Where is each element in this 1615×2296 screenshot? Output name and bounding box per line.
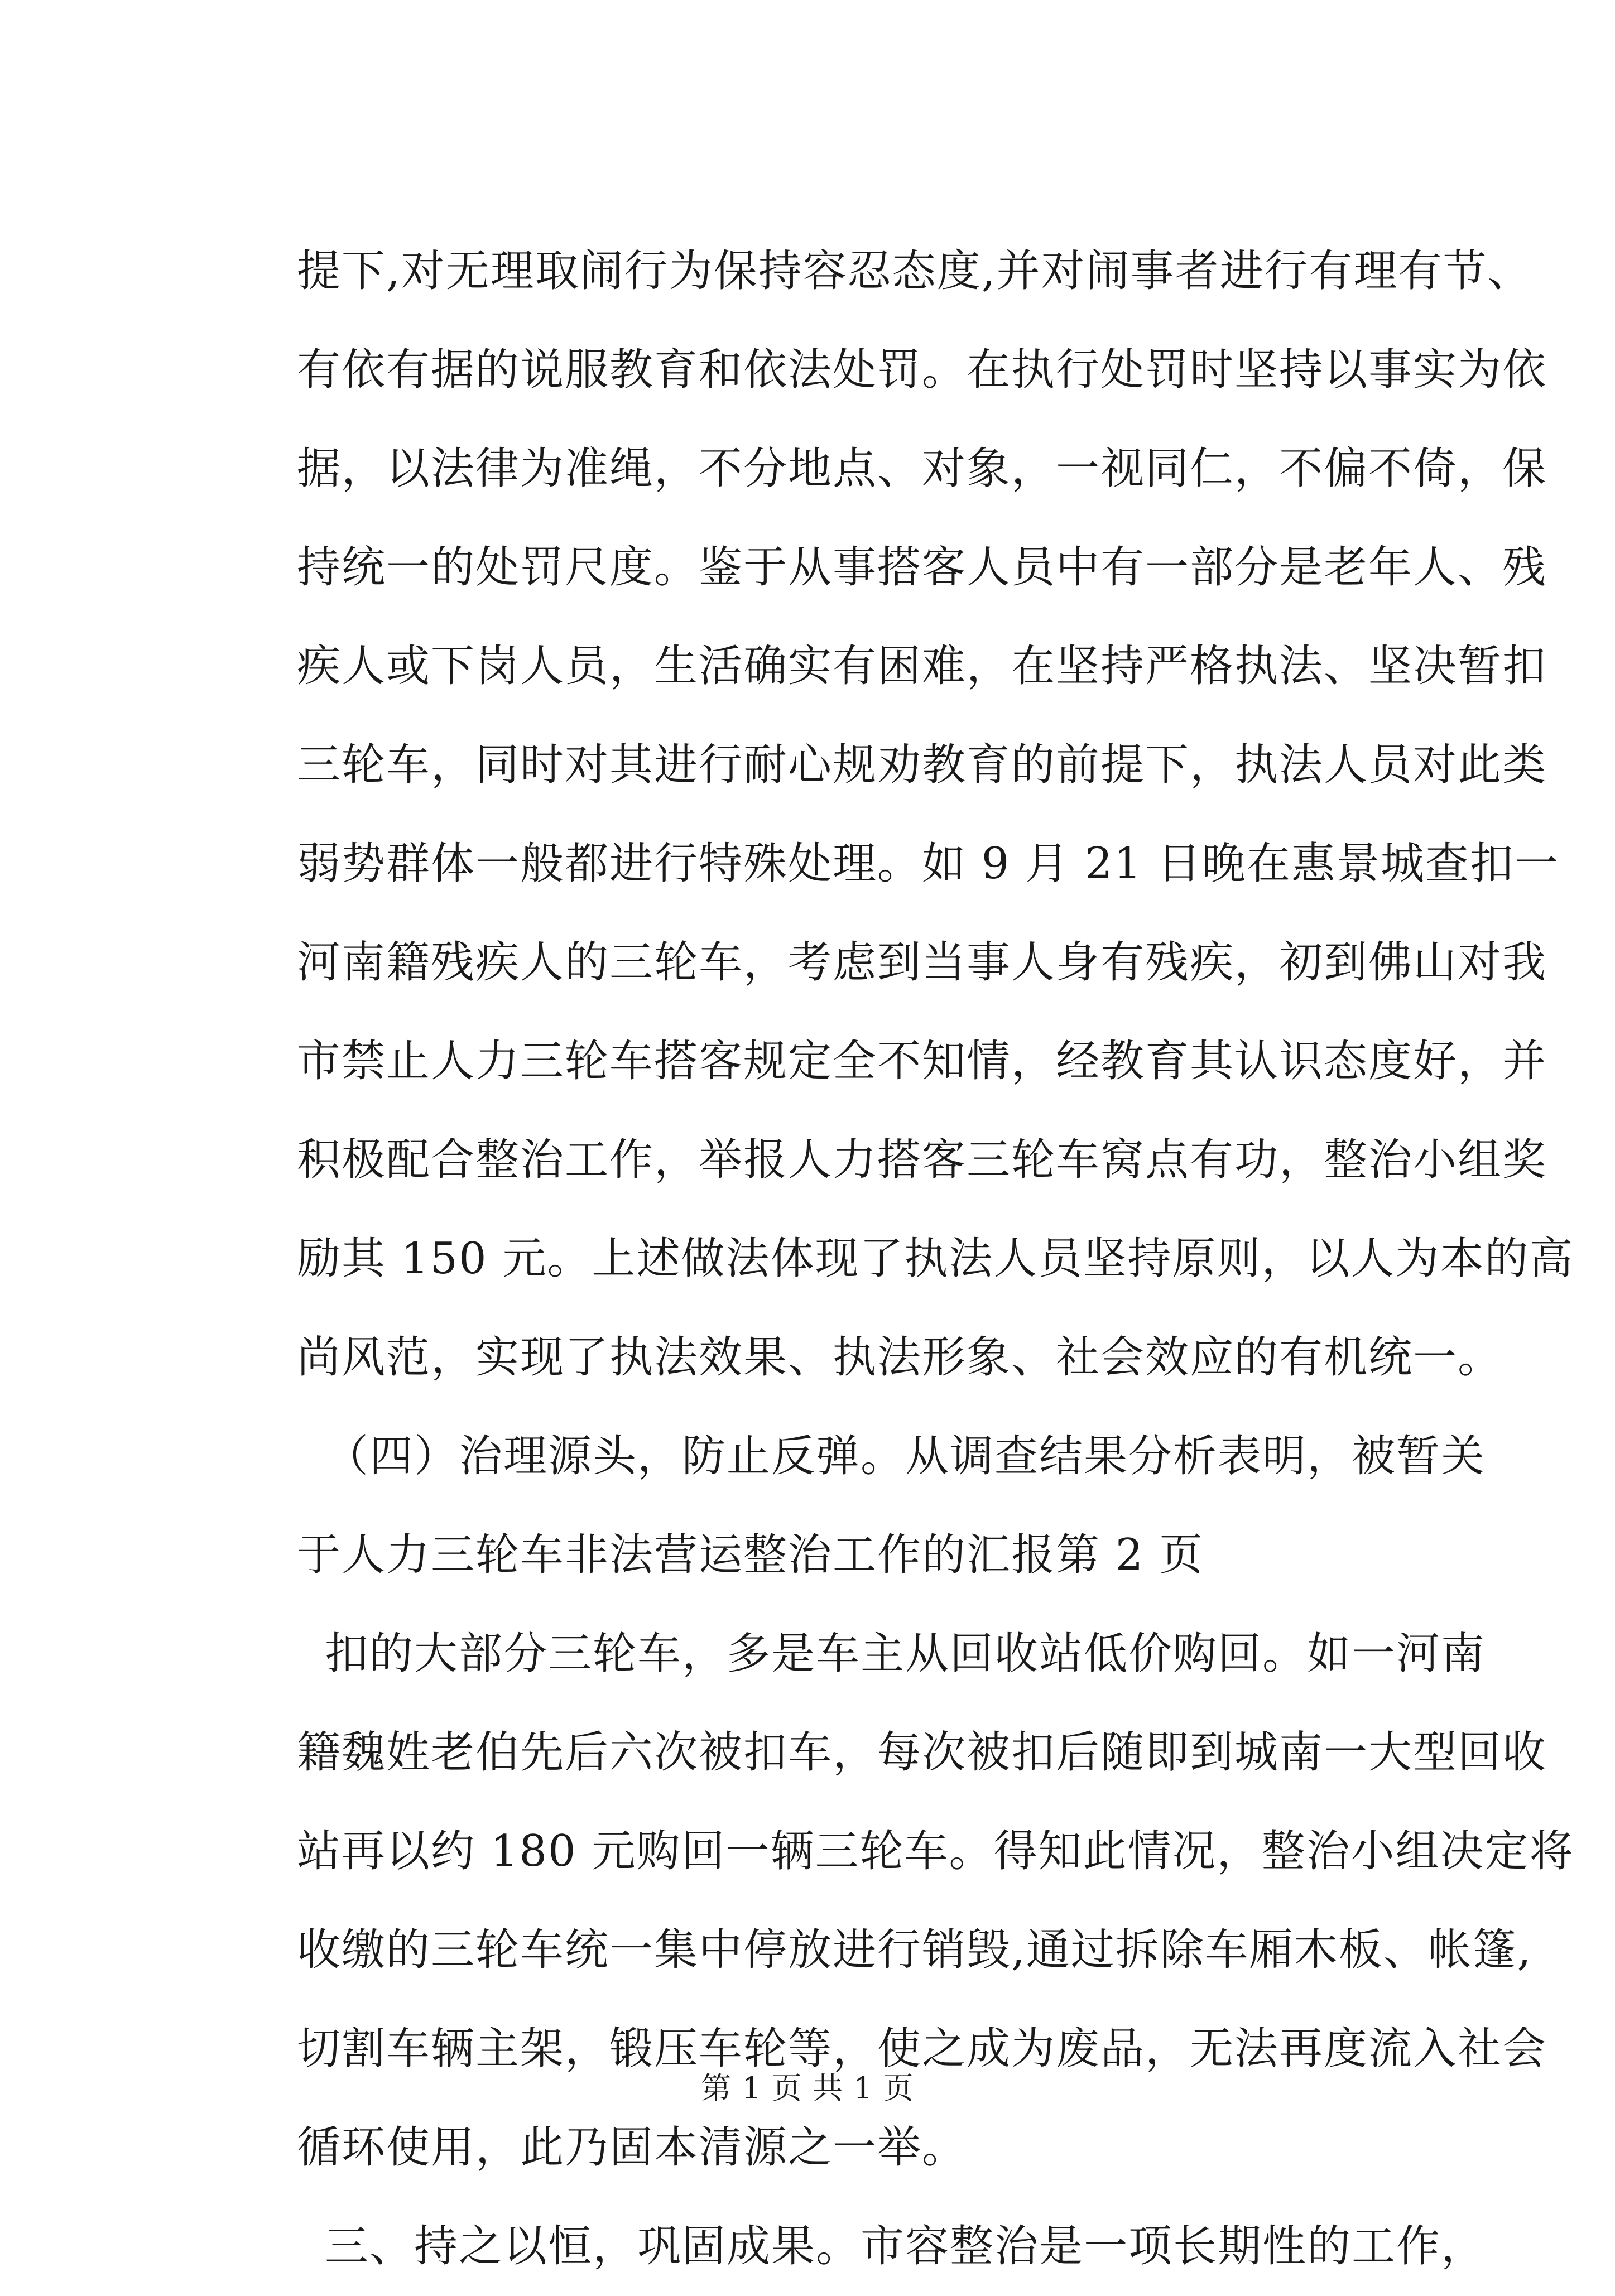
text-line: 河南籍残疾人的三轮车，考虑到当事人身有残疾，初到佛山对我 [297,937,1547,988]
text-line: 有依有据的说服教育和依法处罚。在执行处罚时坚持以事实为依 [297,345,1547,395]
text-line: 尚风范，实现了执法效果、执法形象、社会效应的有机统一。 [297,1332,1503,1383]
text-line: 疾人或下岗人员，生活确实有困难，在坚持严格执法、坚决暂扣 [297,641,1547,691]
text-line: 据，以法律为准绳，不分地点、对象，一视同仁，不偏不倚，保 [297,444,1547,494]
text-line: （四）治理源头，防止反弹。从调查结果分析表明，被暂关 [325,1431,1486,1481]
text-line: 于人力三轮车非法营运整治工作的汇报第 2 页 [297,1530,1204,1580]
text-line: 提下,对无理取闹行为保持容忍态度,并对闹事者进行有理有节、 [297,246,1532,296]
text-line: 切割车辆主架，锻压车轮等，使之成为废品，无法再度流入社会 [297,2024,1547,2074]
page-footer: 第 1 页 共 1 页 [701,2071,914,2106]
text-line: 持统一的处罚尺度。鉴于从事搭客人员中有一部分是老年人、残 [297,542,1547,593]
text-line: 循环使用，此乃固本清源之一举。 [297,2122,967,2173]
text-line: 三轮车，同时对其进行耐心规劝教育的前提下，执法人员对此类 [297,740,1547,790]
text-line: 弱势群体一般都进行特殊处理。如 9 月 21 日晚在惠景城查扣一 [297,839,1560,889]
text-line: 三、持之以恒，巩固成果。市容整治是一项长期性的工作， [325,2221,1486,2271]
text-line: 收缴的三轮车统一集中停放进行销毁,通过拆除车厢木板、帐篷, [297,1925,1532,1975]
text-line: 励其 150 元。上述做法体现了执法人员坚持原则，以人为本的高 [297,1234,1574,1284]
text-line: 市禁止人力三轮车搭客规定全不知情，经教育其认识态度好，并 [297,1036,1547,1086]
text-line: 站再以约 180 元购回一辆三轮车。得知此情况，整治小组决定将 [297,1826,1574,1876]
text-line: 扣的大部分三轮车，多是车主从回收站低价购回。如一河南 [325,1629,1486,1679]
text-line: 籍魏姓老伯先后六次被扣车，每次被扣后随即到城南一大型回收 [297,1727,1547,1778]
text-line: 积极配合整治工作，举报人力搭客三轮车窝点有功，整治小组奖 [297,1135,1547,1185]
body-text [297,222,1574,2296]
